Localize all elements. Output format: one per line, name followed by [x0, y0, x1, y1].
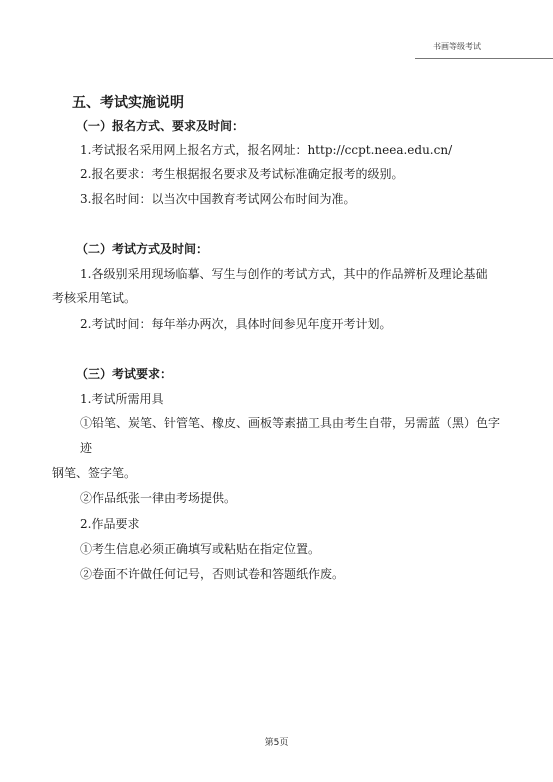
tools-item-1-line-2: 迹	[80, 441, 93, 455]
exam-method-heading: （二）考试方式及时间：	[76, 242, 209, 256]
registration-item-3: 3.报名时间：以当次中国教育考试网公布时间为准。	[80, 192, 356, 206]
exam-method-item-2: 2.考试时间：每年举办两次，具体时间参见年度开考计划。	[80, 317, 392, 331]
exam-method-item-1-line-2: 考核采用笔试。	[52, 291, 137, 305]
registration-item-2: 2.报名要求：考生根据报名要求及考试标准确定报考的级别。	[80, 167, 404, 181]
section-title: 五、考试实施说明	[72, 95, 184, 111]
registration-item-1: 1.考试报名采用网上报名方式，报名网址：http://ccpt.neea.edu.cn/	[80, 143, 453, 157]
tools-title: 1.考试所需用具	[80, 392, 164, 406]
requirements-heading: （三）考试要求：	[76, 367, 173, 381]
tools-item-1-line-1: ①铅笔、炭笔、针管笔、橡皮、画板等素描工具由考生自带，另需蓝（黑）色字	[80, 416, 501, 430]
works-title: 2.作品要求	[80, 517, 140, 531]
works-item-2: ②卷面不许做任何记号，否则试卷和答题纸作废。	[80, 567, 345, 581]
page-number: 第5页	[264, 738, 289, 748]
exam-method-item-1-line-1: 1.各级别采用现场临摹、写生与创作的考试方式，其中的作品辨析及理论基础	[80, 267, 488, 281]
registration-heading: （一）报名方式、要求及时间：	[76, 119, 245, 133]
running-header: 书画等级考试	[433, 42, 481, 51]
tools-item-1-line-3: 钢笔、签字笔。	[52, 466, 137, 480]
works-item-1: ①考生信息必须正确填写或粘贴在指定位置。	[80, 542, 321, 556]
tools-item-2: ②作品纸张一律由考场提供。	[80, 491, 237, 505]
header-rule	[415, 58, 553, 59]
